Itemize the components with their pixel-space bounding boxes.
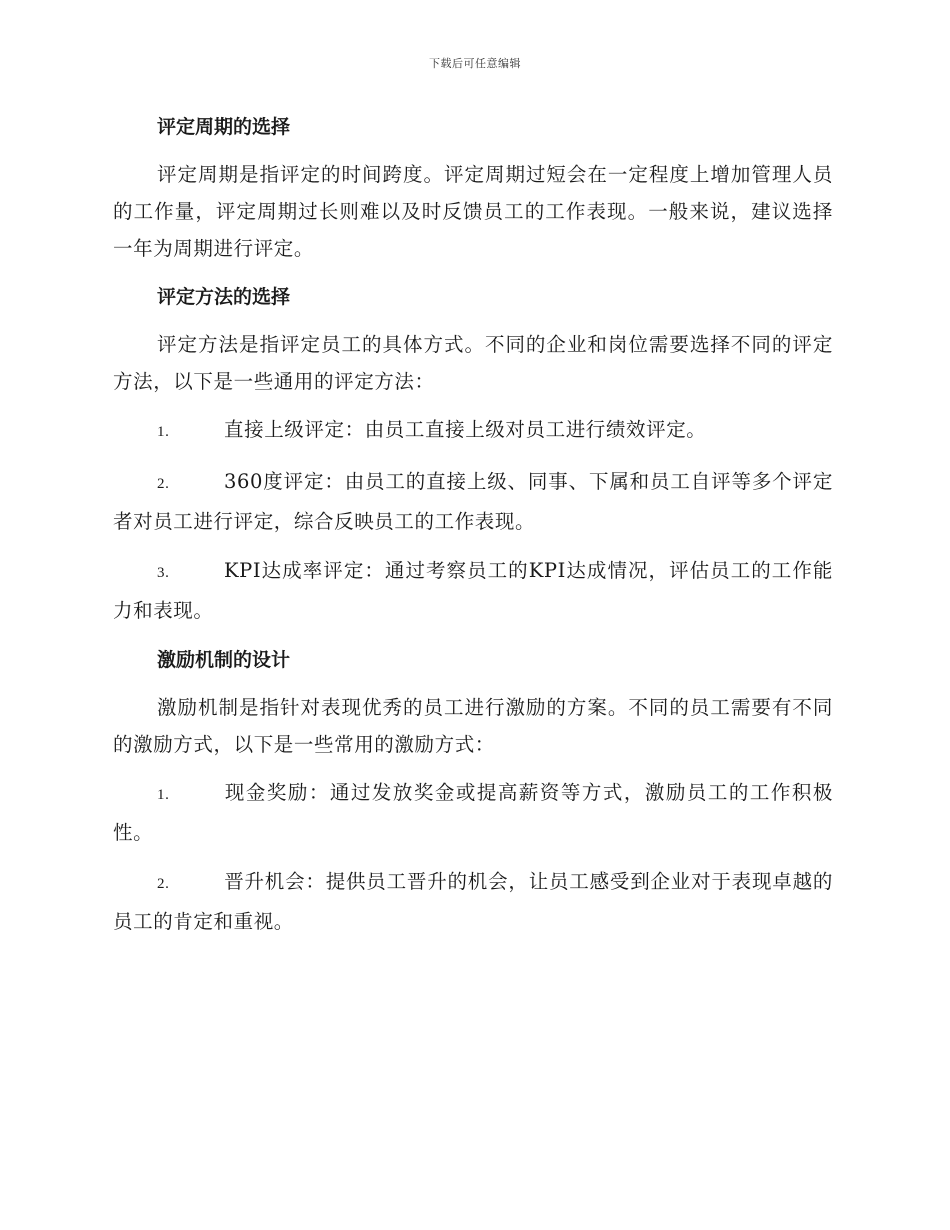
list-item-text: 晋升机会：提供员工晋升的机会，让员工感受到企业对于表现卓越的员工的肯定和重视。 <box>113 870 833 933</box>
list-item-number: 1. <box>157 787 170 803</box>
list-item-number: 3. <box>157 565 170 581</box>
section-heading-review-cycle: 评定周期的选择 <box>157 116 291 138</box>
section-paragraph-review-cycle: 评定周期是指评定的时间跨度。评定周期过短会在一定程度上增加管理人员的工作量，评定周期过长则难以及时反馈员工的工作表现。一般来说，建议选择一年为周期进行评定。 <box>113 163 833 260</box>
list-item-text: 现金奖励：通过发放奖金或提高薪资等方式，激励员工的工作积极性。 <box>113 781 833 844</box>
list-item-text: 直接上级评定：由员工直接上级对员工进行绩效评定。 <box>224 418 707 441</box>
list-item <box>113 411 833 451</box>
list-item <box>113 863 833 940</box>
list-item <box>113 552 833 629</box>
list-item-text: KPI达成率评定：通过考察员工的KPI达成情况，评估员工的工作能力和表现。 <box>113 559 833 622</box>
section-heading-incentive-design: 激励机制的设计 <box>157 649 291 671</box>
list-item <box>113 463 833 540</box>
list-item <box>113 774 833 851</box>
list-item-number: 2. <box>157 876 170 892</box>
list-item-text: 360度评定：由员工的直接上级、同事、下属和员工自评等多个评定者对员工进行评定，综合反映员工的工作表现。 <box>113 470 833 533</box>
section-paragraph-incentive-design: 激励机制是指针对表现优秀的员工进行激励的方案。不同的员工需要有不同的激励方式，以下是一些常用的激励方式： <box>113 696 833 756</box>
document-body <box>113 108 833 952</box>
section-paragraph-review-method: 评定方法是指评定员工的具体方式。不同的企业和岗位需要选择不同的评定方法，以下是一些通用的评定方法： <box>113 333 833 393</box>
list-item-number: 1. <box>157 424 170 440</box>
list-item-number: 2. <box>157 476 170 492</box>
section-heading-review-method: 评定方法的选择 <box>157 286 291 308</box>
page-header: 下载后可任意编辑 <box>429 57 521 70</box>
